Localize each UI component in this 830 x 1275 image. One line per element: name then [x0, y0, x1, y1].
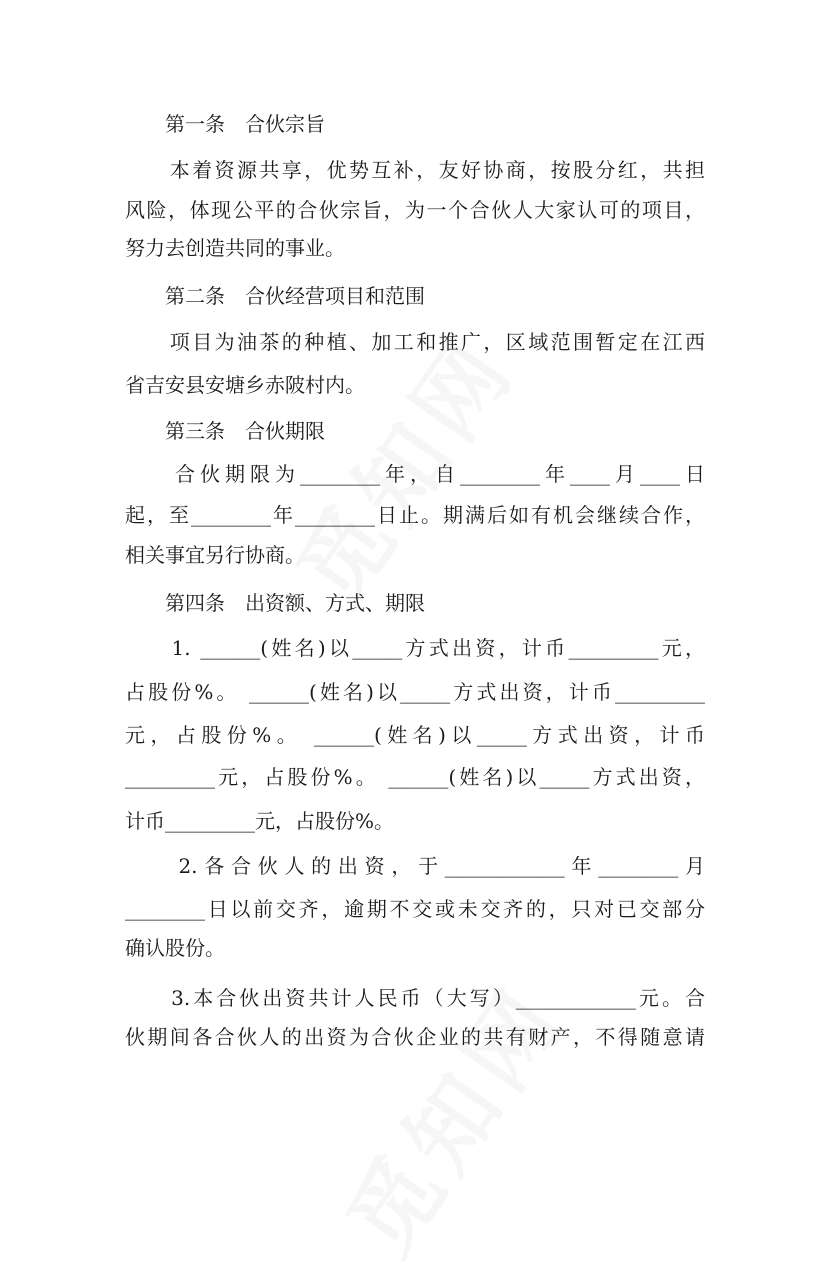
- text-line: 2.各合伙人的出资，于____________年________月: [125, 854, 705, 878]
- text-line: 占股份%。 ______(姓名)以_____方式出资，计币_________: [125, 680, 705, 704]
- text-line: 第四条 出资额、方式、期限: [125, 591, 425, 615]
- text-line: 项目为油茶的种植、加工和推广，区域范围暂定在江西: [125, 330, 705, 354]
- text-line: 第一条 合伙宗旨: [125, 112, 325, 136]
- text-line: 努力去创造共同的事业。: [125, 236, 345, 260]
- text-line: 确认股份。: [125, 936, 225, 960]
- text-line: 合伙期限为________年，自________年____月____日: [125, 462, 705, 486]
- text-line: 计币_________元，占股份%。: [125, 809, 395, 833]
- text-line: 风险，体现公平的合伙宗旨，为一个合伙人大家认可的项目，: [125, 198, 705, 222]
- text-line: 元，占股份%。 ______(姓名)以_____方式出资，计币: [125, 723, 705, 747]
- text-line: 本着资源共享，优势互补，友好协商，按股分红，共担: [125, 158, 705, 182]
- text-line: 起，至________年________日止。期满后如有机会继续合作，: [125, 503, 705, 527]
- text-line: _________元，占股份%。 ______(姓名)以_____方式出资，: [125, 765, 705, 789]
- text-line: 第三条 合伙期限: [125, 419, 325, 443]
- text-line: 相关事宜另行协商。: [125, 543, 305, 567]
- text-line: 3.本合伙出资共计人民币（大写）____________元。合: [125, 986, 705, 1010]
- text-line: ________日以前交齐，逾期不交或未交齐的，只对已交部分: [125, 897, 705, 921]
- text-line: 1. ______(姓名)以_____方式出资，计币_________元，: [125, 636, 705, 660]
- text-line: 第二条 合伙经营项目和范围: [125, 284, 425, 308]
- text-line: 省吉安县安塘乡赤陂村内。: [125, 373, 365, 397]
- text-line: 伙期间各合伙人的出资为合伙企业的共有财产，不得随意请: [125, 1025, 705, 1049]
